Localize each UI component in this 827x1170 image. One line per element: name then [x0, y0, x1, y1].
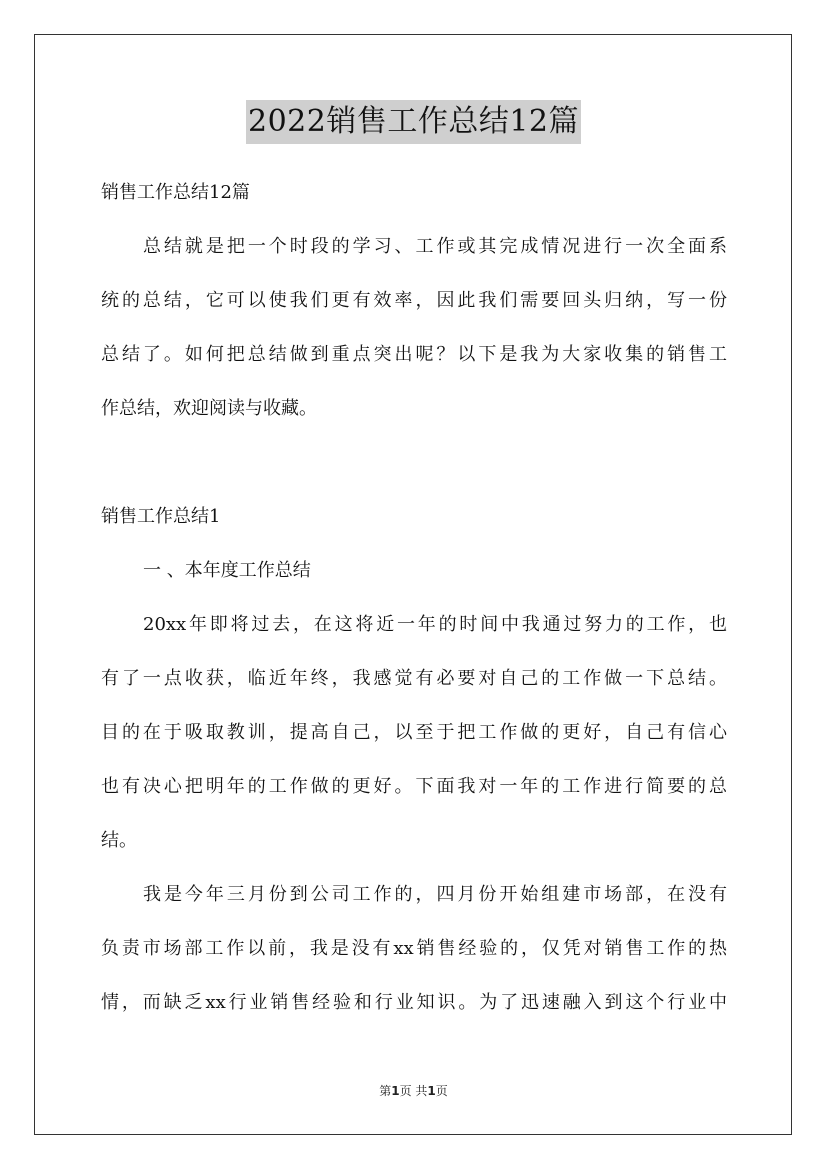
paragraph-line: 结。 — [101, 830, 137, 851]
paragraph-line: 情，而缺乏xx行业销售经验和行业知识。为了迅速融入到这个行业中 — [101, 992, 727, 1013]
blank-line — [101, 436, 727, 490]
intro-line: 作总结，欢迎阅读与收藏。 — [101, 398, 317, 419]
paragraph-line: 负责市场部工作以前，我是没有xx销售经验的，仅凭对销售工作的热 — [101, 938, 727, 959]
footer-page-suffix: 页 — [435, 1084, 448, 1098]
paragraph-line: 有了一点收获，临近年终，我感觉有必要对自己的工作做一下总结。 — [101, 668, 727, 689]
subtitle: 销售工作总结12篇 — [101, 182, 250, 203]
footer-page-total: 1 — [427, 1084, 436, 1098]
intro-line: 总结了。如何把总结做到重点突出呢？以下是我为大家收集的销售工 — [101, 344, 727, 365]
title-container — [0, 100, 827, 144]
section-title: 销售工作总结1 — [101, 506, 221, 527]
paragraph-line: 20xx年即将过去，在这将近一年的时间中我通过努力的工作，也 — [143, 614, 727, 635]
footer-page-mid: 页 共 — [399, 1084, 428, 1098]
document-title: 2022销售工作总结12篇 — [246, 100, 581, 144]
intro-line: 总结就是把一个时段的学习、工作或其完成情况进行一次全面系 — [143, 236, 727, 257]
paragraph-line: 目的在于吸取教训，提高自己，以至于把工作做的更好，自己有信心 — [101, 722, 727, 743]
section-heading: 一 、本年度工作总结 — [143, 560, 311, 581]
intro-line: 统的总结，它可以使我们更有效率，因此我们需要回头归纳，写一份 — [101, 290, 727, 311]
paragraph-line: 我是今年三月份到公司工作的，四月份开始组建市场部，在没有 — [143, 884, 727, 905]
page-footer — [0, 1083, 827, 1099]
footer-page-prefix: 第 — [379, 1084, 392, 1098]
paragraph-line: 也有决心把明年的工作做的更好。下面我对一年的工作进行简要的总 — [101, 776, 727, 797]
document-body — [101, 166, 727, 1030]
footer-page-number: 1 — [391, 1084, 400, 1098]
